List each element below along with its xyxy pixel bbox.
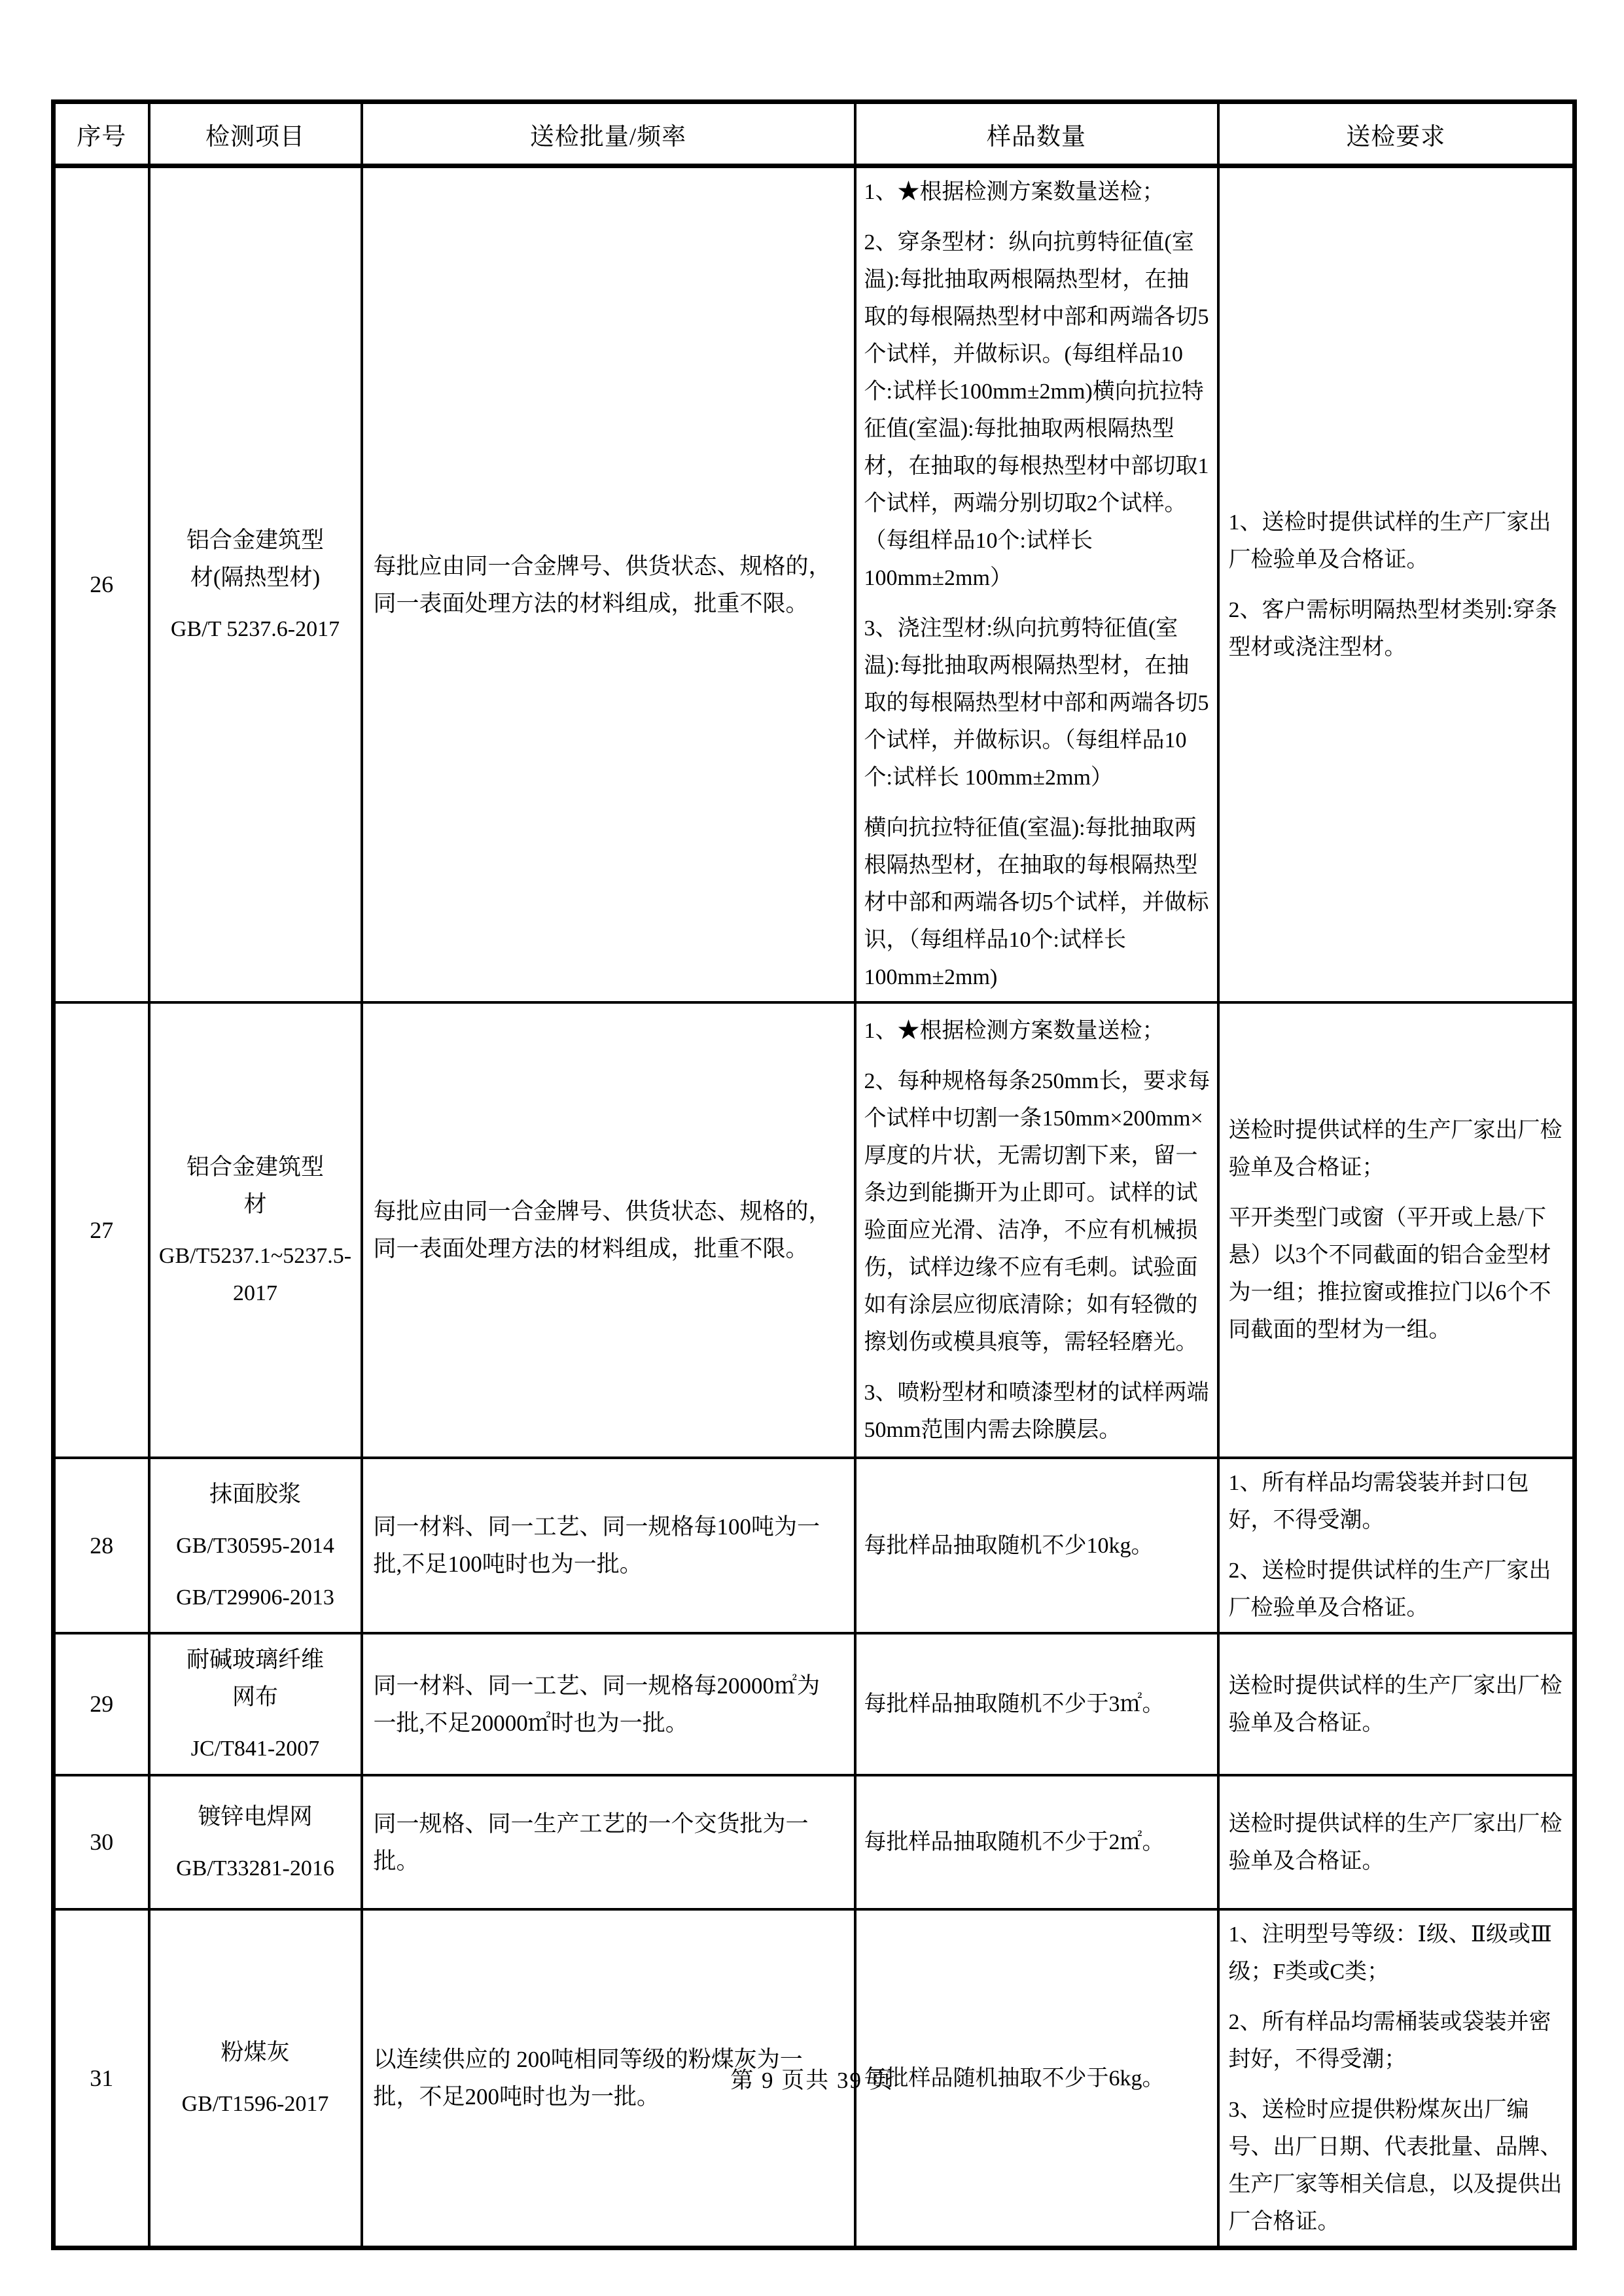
- quantity-paragraph: 每批样品抽取随机不少于3㎡。: [864, 1692, 1165, 1716]
- batch-frequency-cell: [362, 1458, 855, 1633]
- item-name: 铝合金建筑型材: [186, 1154, 324, 1217]
- item-cell: [149, 1775, 362, 1909]
- batch-frequency-cell: [362, 1633, 855, 1775]
- item-name: 粉煤灰: [221, 2040, 290, 2065]
- column-header: 送检要求: [1218, 102, 1575, 166]
- quantity-paragraph: 2、每种规格每条250mm长，要求每个试样中切割一条150mm×200mm×厚度的片状，无需切割下来，留一条边到能撕开为止即可。试样的试验面应光滑、洁净，不应有机械损伤，试样边缘不应有毛刺。试验面如有涂层应彻底清除；如有轻微的擦划伤或模具痕等，需轻轻磨光。: [864, 1069, 1210, 1354]
- item-standard: GB/T1596-2017: [181, 2092, 329, 2116]
- header-row: [54, 102, 1575, 166]
- serial-cell: 30: [54, 1775, 149, 1909]
- serial-cell: 28: [54, 1458, 149, 1633]
- requirement-paragraph: 1、所有样品均需袋装并封口包好，不得受潮。: [1228, 1471, 1529, 1532]
- batch-frequency-cell: [362, 166, 855, 1003]
- requirement-paragraph: 送检时提供试样的生产厂家出厂检验单及合格证。: [1228, 1673, 1562, 1735]
- table-row: [54, 1458, 1575, 1633]
- batch-paragraph: 同一材料、同一工艺、同一规格每20000㎡为一批,不足20000㎡时也为一批。: [373, 1672, 821, 1736]
- page-footer: [0, 2062, 1624, 2095]
- requirements-cell: [1218, 1775, 1575, 1909]
- item-standard: GB/T29906-2013: [176, 1585, 334, 1610]
- sample-quantity-cell: [855, 166, 1218, 1003]
- column-header: 检测项目: [149, 102, 362, 166]
- item-name: 镀锌电焊网: [198, 1803, 313, 1829]
- batch-paragraph: 每批应由同一合金牌号、供货状态、规格的，同一表面处理方法的材料组成，批重不限。: [373, 1199, 832, 1262]
- item-cell: [149, 1633, 362, 1775]
- requirement-paragraph: 2、送检时提供试样的生产厂家出厂检验单及合格证。: [1228, 1559, 1551, 1620]
- column-header: 送检批量/频率: [362, 102, 855, 166]
- table-row: [54, 1775, 1575, 1909]
- quantity-paragraph: 1、★根据检测方案数量送检；: [864, 180, 1165, 204]
- item-standard: GB/T30595-2014: [176, 1533, 334, 1558]
- serial-cell: 26: [54, 166, 149, 1003]
- batch-frequency-cell: [362, 1002, 855, 1458]
- requirements-cell: [1218, 1002, 1575, 1458]
- item-name: 耐碱玻璃纤维网布: [186, 1647, 324, 1710]
- sample-quantity-cell: [855, 1458, 1218, 1633]
- item-cell: [149, 1458, 362, 1633]
- requirement-paragraph: 2、所有样品均需桶装或袋装并密封好，不得受潮；: [1228, 2010, 1551, 2072]
- requirements-cell: [1218, 1633, 1575, 1775]
- batch-paragraph: 同一规格、同一生产工艺的一个交货批为一批。: [373, 1810, 809, 1874]
- item-name: 抹面胶浆: [209, 1481, 301, 1507]
- requirement-paragraph: 1、注明型号等级：Ⅰ级、Ⅱ级或Ⅲ级；F类或C类；: [1228, 1922, 1552, 1984]
- quantity-paragraph: 3、喷粉型材和喷漆型材的试样两端50mm范围内需去除膜层。: [864, 1380, 1209, 1442]
- table-row: [54, 1633, 1575, 1775]
- table-row: [54, 1002, 1575, 1458]
- requirement-paragraph: 平开类型门或窗（平开或上悬/下悬）以3个不同截面的铝合金型材为一组；推拉窗或推拉门以6个不同截面的型材为一组。: [1228, 1206, 1551, 1342]
- table-row: [54, 166, 1575, 1003]
- item-standard: GB/T33281-2016: [176, 1856, 334, 1881]
- serial-cell: 27: [54, 1002, 149, 1458]
- quantity-paragraph: 每批样品抽取随机不少于2㎡。: [864, 1830, 1165, 1854]
- quantity-paragraph: 1、★根据检测方案数量送检；: [864, 1018, 1165, 1043]
- requirements-cell: [1218, 166, 1575, 1003]
- requirement-paragraph: 2、客户需标明隔热型材类别:穿条型材或浇注型材。: [1228, 597, 1557, 660]
- batch-paragraph: 以连续供应的 200吨相同等级的粉煤灰为一批，不足200吨时也为一批。: [373, 2047, 803, 2110]
- item-name: 铝合金建筑型材(隔热型材): [186, 527, 324, 590]
- batch-frequency-cell: [362, 1775, 855, 1909]
- requirement-paragraph: 送检时提供试样的生产厂家出厂检验单及合格证；: [1228, 1118, 1562, 1180]
- item-standard: GB/T5237.1~5237.5-2017: [158, 1244, 352, 1305]
- sample-quantity-cell: [855, 1002, 1218, 1458]
- batch-paragraph: 每批应由同一合金牌号、供货状态、规格的，同一表面处理方法的材料组成，批重不限。: [373, 553, 832, 616]
- quantity-paragraph: 横向抗拉特征值(室温):每批抽取两根隔热型材，在抽取的每根隔热型材中部和两端各切5个试样，并做标识，（每组样品10个:试样长100mm±2mm): [864, 816, 1209, 989]
- serial-cell: 29: [54, 1633, 149, 1775]
- item-cell: [149, 1002, 362, 1458]
- item-standard: GB/T 5237.6-2017: [170, 617, 340, 641]
- quantity-paragraph: 每批样品抽取随机不少10kg。: [864, 1533, 1154, 1558]
- requirement-paragraph: 1、送检时提供试样的生产厂家出厂检验单及合格证。: [1228, 510, 1551, 572]
- requirement-paragraph: 3、送检时应提供粉煤灰出厂编号、出厂日期、代表批量、品牌、生产厂家等相关信息，以及提供出厂合格证。: [1228, 2098, 1562, 2234]
- column-header: 序号: [54, 102, 149, 166]
- item-cell: [149, 166, 362, 1003]
- item-standard: JC/T841-2007: [190, 1737, 320, 1761]
- serial-cell: 31: [54, 1909, 149, 2248]
- quantity-paragraph: 3、浇注型材:纵向抗剪特征值(室温):每批抽取两根隔热型材，在抽取的每根隔热型材中部和两端各切5个试样，并做标识。（每组样品10个:试样长 100mm±2mm）: [864, 616, 1209, 790]
- sample-quantity-cell: [855, 1633, 1218, 1775]
- page-number: 第 9 页共 39 页: [730, 2068, 894, 2093]
- quantity-paragraph: 每批样品随机抽取不少于6kg。: [864, 2066, 1165, 2091]
- quantity-paragraph: 2、穿条型材：纵向抗剪特征值(室温):每批抽取两根隔热型材，在抽取的每根隔热型材中部和两端各切5个试样，并做标识。(每组样品10个:试样长100mm±2mm)横向抗拉特征值(室温):每批抽取两根隔热型材，在抽取的每根热型材中部切取1个试样，两端分别切取2个试样。（每组样品10个:试样长100mm±2mm）: [864, 230, 1209, 590]
- batch-paragraph: 同一材料、同一工艺、同一规格每100吨为一批,不足100吨时也为一批。: [373, 1514, 821, 1577]
- requirement-paragraph: 送检时提供试样的生产厂家出厂检验单及合格证。: [1228, 1811, 1562, 1873]
- column-header: 样品数量: [855, 102, 1218, 166]
- requirements-cell: [1218, 1458, 1575, 1633]
- sample-quantity-cell: [855, 1775, 1218, 1909]
- inspection-table: [51, 99, 1577, 2250]
